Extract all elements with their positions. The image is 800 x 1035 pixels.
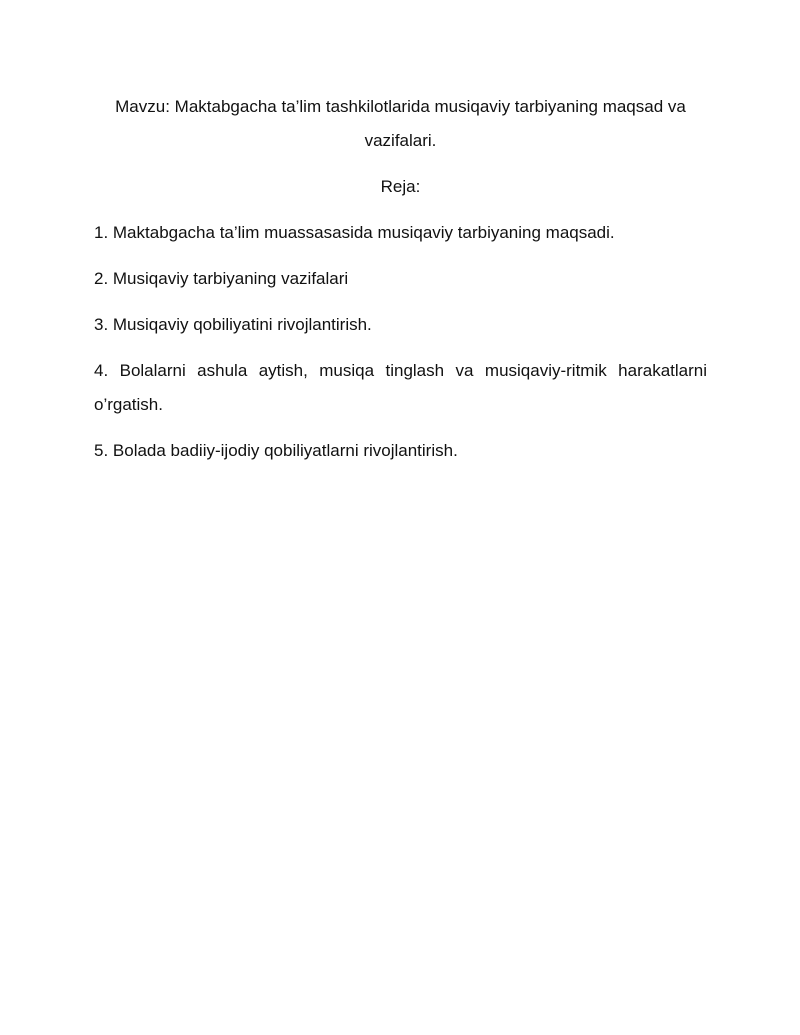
plan-item: 2. Musiqaviy tarbiyaning vazifalari [94,269,349,288]
plan-item: 3. Musiqaviy qobiliyatini rivojlantirish. [94,315,372,334]
plan-list [94,216,707,468]
plan-item: 5. Bolada badiiy-ijodiy qobiliyatlarni rivojlantirish. [94,441,458,460]
plan-item: 4. Bolalarni ashula aytish, musiqa tinglash va musiqaviy-ritmik harakatlarni o’rgatish. [94,361,707,414]
plan-item: 1. Maktabgacha ta’lim muassasasida musiqaviy tarbiyaning maqsadi. [94,223,615,242]
document-body [94,90,707,480]
document-title: Mavzu: Maktabgacha ta’lim tashkilotlarida musiqaviy tarbiyaning maqsad va vazifalari. [115,97,686,150]
plan-heading: Reja: [380,177,421,196]
